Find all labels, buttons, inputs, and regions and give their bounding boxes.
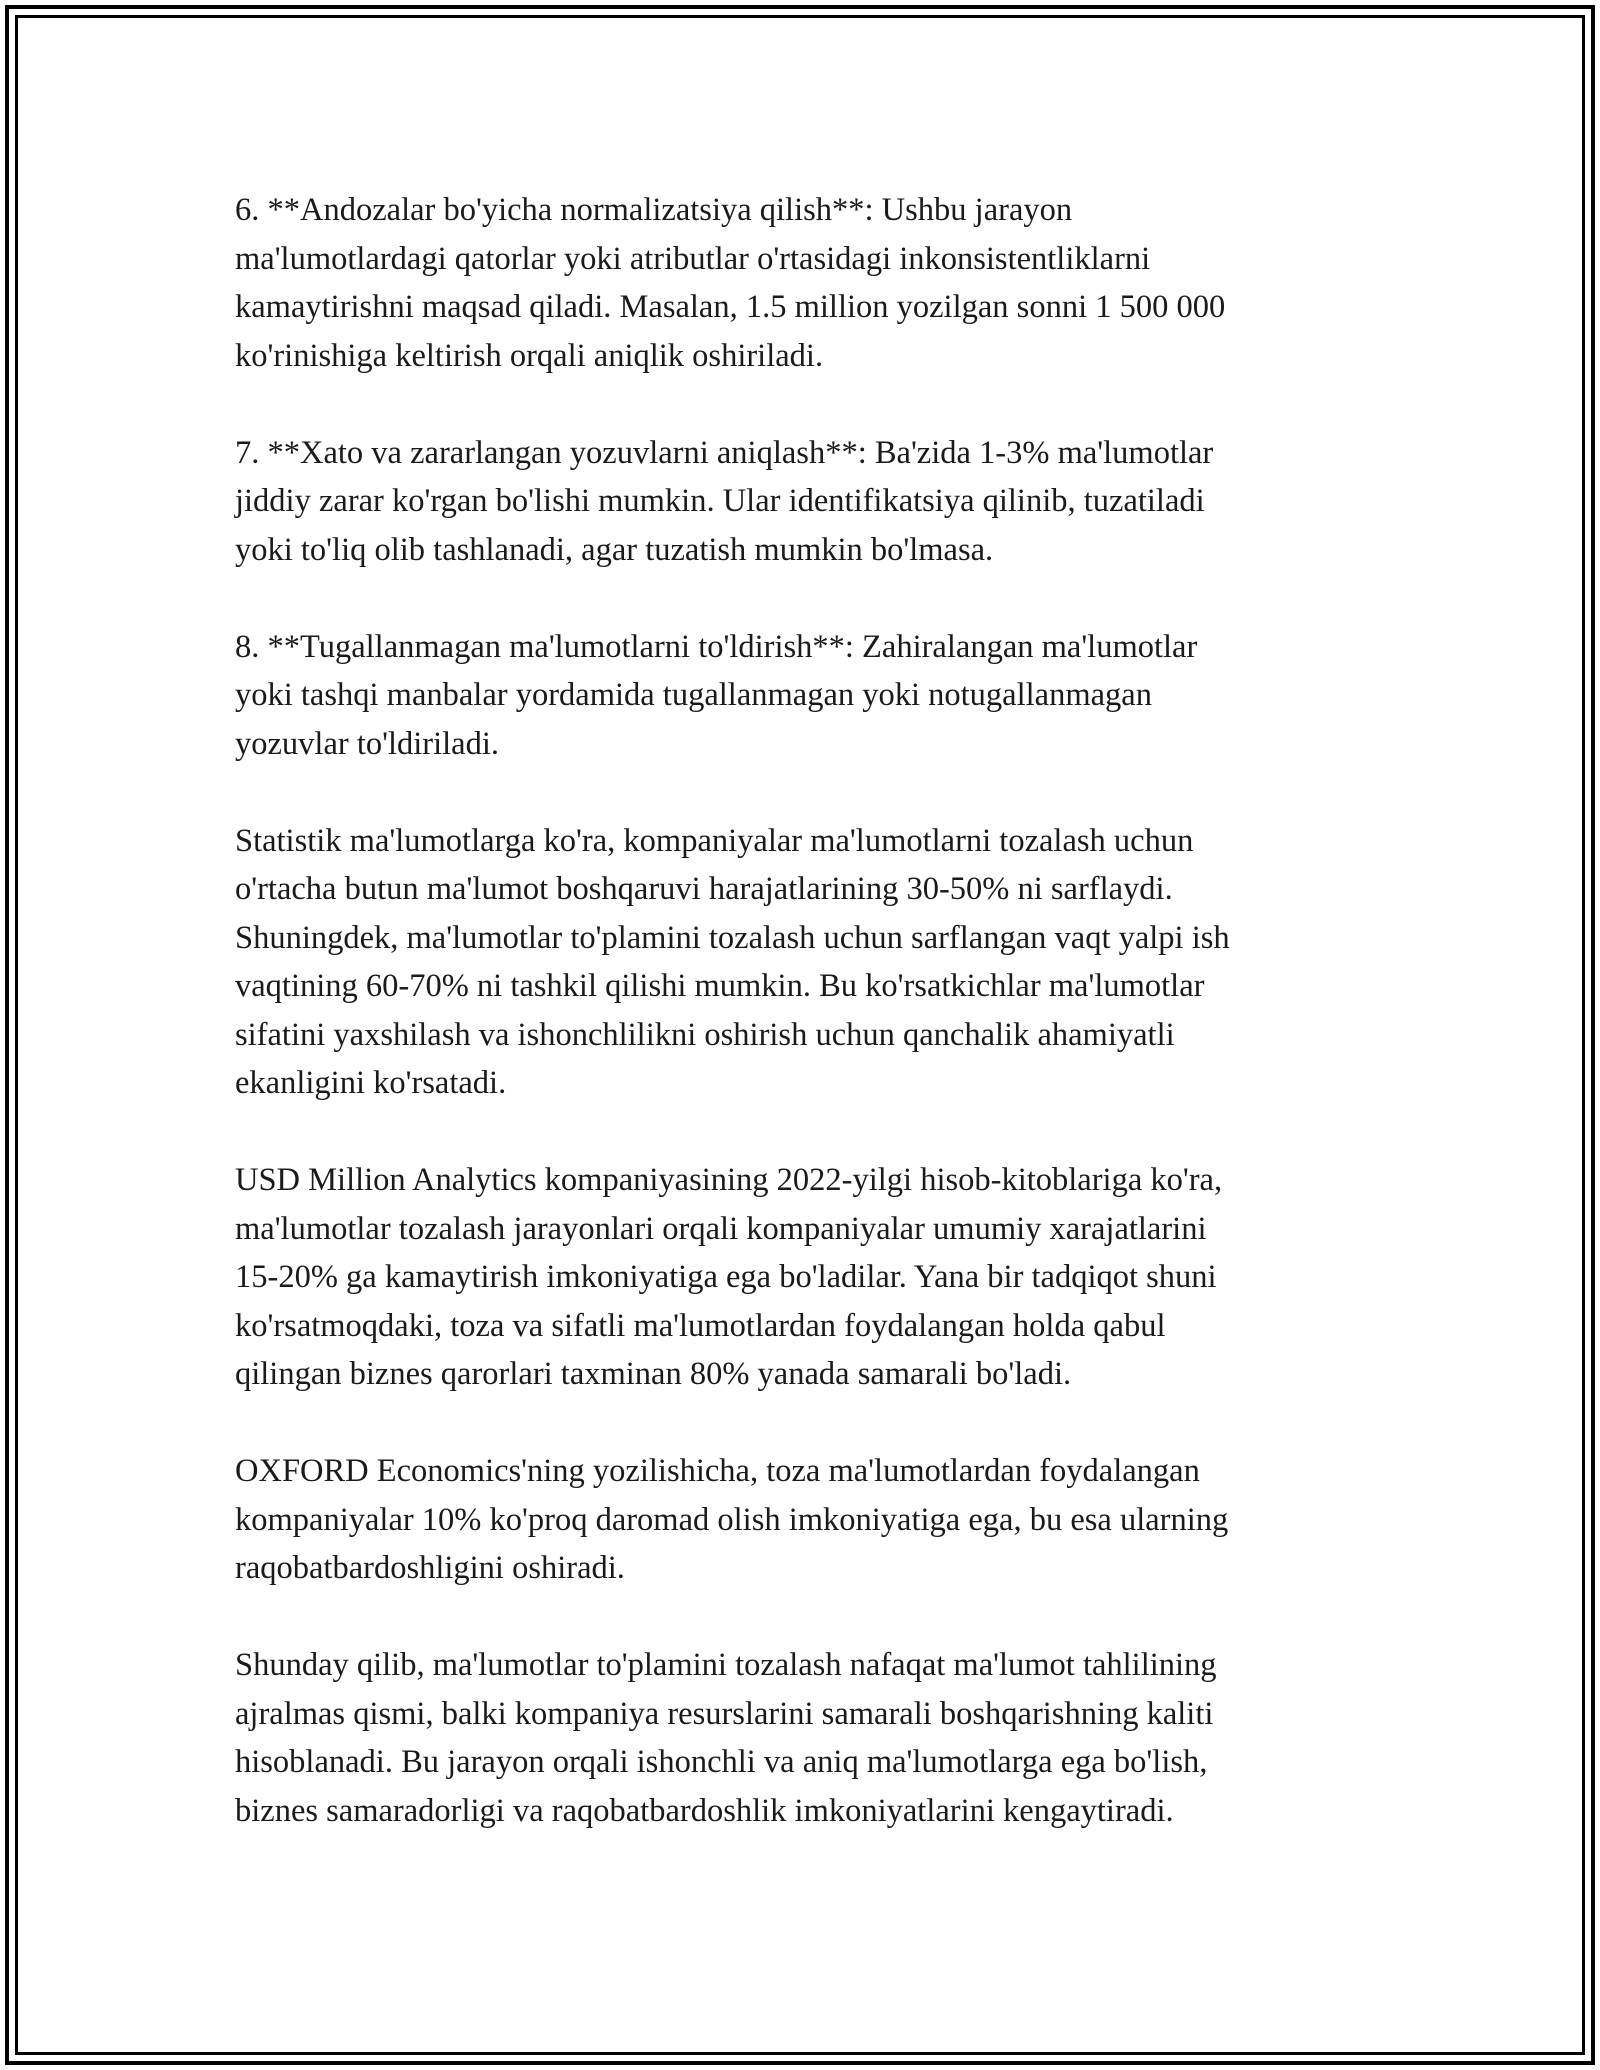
document-body (235, 186, 1375, 1884)
text-line: kamaytirishni maqsad qiladi. Masalan, 1.5 million yozilgan sonni 1 500 000 (235, 289, 1226, 325)
text-line: raqobatbardoshligini oshiradi. (235, 1550, 625, 1586)
text-line: jiddiy zarar ko'rgan bo'lishi mumkin. Ular identifikatsiya qilinib, tuzatiladi (235, 483, 1205, 519)
paragraph-usd-analytics (235, 1156, 1375, 1399)
text-line: 6. **Andozalar bo'yicha normalizatsiya qilish**: Ushbu jarayon (235, 192, 1073, 228)
text-line: yoki tashqi manbalar yordamida tugallanmagan yoki notugallanmagan (235, 677, 1152, 713)
paragraph-oxford (235, 1447, 1375, 1593)
paragraph-statistics (235, 817, 1375, 1108)
text-line: USD Million Analytics kompaniyasining 2022-yilgi hisob-kitoblariga ko'ra, (235, 1162, 1223, 1198)
text-line: sifatini yaxshilash va ishonchlilikni oshirish uchun qanchalik ahamiyatli (235, 1016, 1175, 1053)
text-line: vaqtining 60-70% ni tashkil qilishi mumkin. Bu ko'rsatkichlar ma'lumotlar (235, 968, 1205, 1004)
text-line: ekanligini ko'rsatadi. (235, 1065, 507, 1101)
text-line: yozuvlar to'ldiriladi. (235, 725, 499, 762)
text-line: hisoblanadi. Bu jarayon orqali ishonchli va aniq ma'lumotlarga ega bo'lish, (235, 1744, 1208, 1780)
text-line: o'rtacha butun ma'lumot boshqaruvi harajatlarining 30-50% ni sarflaydi. (235, 871, 1173, 907)
paragraph-item-8 (235, 623, 1375, 769)
text-line: Shunday qilib, ma'lumotlar to'plamini tozalash nafaqat ma'lumot tahlilining (235, 1647, 1217, 1683)
text-line: qilingan biznes qarorlari taxminan 80% yanada samarali bo'ladi. (235, 1356, 1072, 1392)
text-line: Shuningdek, ma'lumotlar to'plamini tozalash uchun sarflangan vaqt yalpi ish (235, 919, 1230, 956)
text-line: ma'lumotlar tozalash jarayonlari orqali kompaniyalar umumiy xarajatlarini (235, 1210, 1207, 1247)
text-line: kompaniyalar 10% ko'proq daromad olish imkoniyatiga ega, bu esa ularning (235, 1501, 1229, 1538)
paragraph-conclusion (235, 1641, 1375, 1835)
text-line: 8. **Tugallanmagan ma'lumotlarni to'ldirish**: Zahiralangan ma'lumotlar (235, 628, 1198, 665)
text-line: ajralmas qismi, balki kompaniya resurslarini samarali boshqarishning kaliti (235, 1695, 1214, 1732)
text-line: 15-20% ga kamaytirish imkoniyatiga ega bo'ladilar. Yana bir tadqiqot shuni (235, 1259, 1217, 1295)
text-line: OXFORD Economics'ning yozilishicha, toza ma'lumotlardan foydalangan (235, 1453, 1200, 1489)
text-line: ko'rsatmoqdaki, toza va sifatli ma'lumotlardan foydalangan holda qabul (235, 1307, 1166, 1344)
text-line: biznes samaradorligi va raqobatbardoshlik imkoniyatlarini kengaytiradi. (235, 1792, 1174, 1829)
text-line: yoki to'liq olib tashlanadi, agar tuzatish mumkin bo'lmasa. (235, 531, 994, 568)
text-line: 7. **Xato va zararlangan yozuvlarni aniqlash**: Ba'zida 1-3% ma'lumotlar (235, 434, 1214, 471)
paragraph-item-7 (235, 429, 1375, 575)
text-line: Statistik ma'lumotlarga ko'ra, kompaniyalar ma'lumotlarni tozalash uchun (235, 822, 1194, 859)
paragraph-item-6 (235, 186, 1375, 380)
text-line: ma'lumotlardagi qatorlar yoki atributlar o'rtasidagi inkonsistentliklarni (235, 240, 1151, 277)
text-line: ko'rinishiga keltirish orqali aniqlik oshiriladi. (235, 337, 824, 374)
